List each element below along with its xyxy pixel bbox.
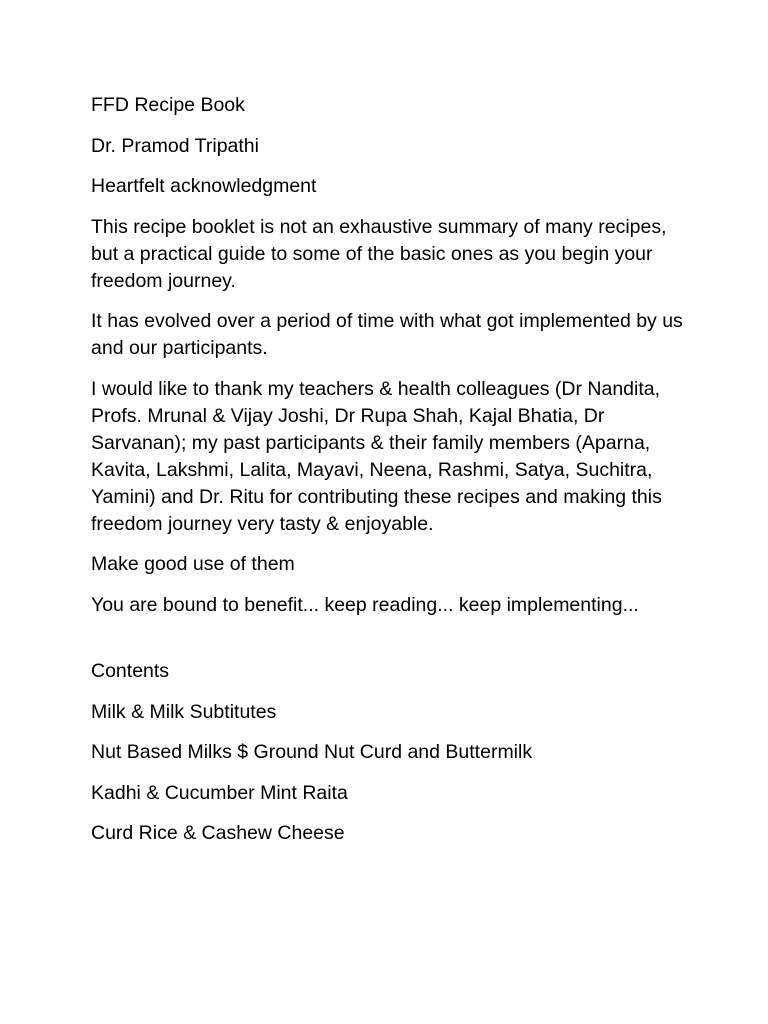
acknowledgment-paragraph-4: Make good use of them: [91, 553, 295, 575]
contents-item: Milk & Milk Subtitutes: [91, 700, 277, 723]
acknowledgment-paragraph-2: It has evolved over a period of time with what got implemented by us and our participants.: [91, 310, 683, 359]
contents-heading: Contents: [91, 660, 170, 682]
section-spacer: [91, 632, 688, 658]
contents-item: Nut Based Milks $ Ground Nut Curd and Buttermilk: [91, 741, 533, 763]
contents-item: Kadhi & Cucumber Mint Raita: [91, 781, 348, 804]
contents-item: Curd Rice & Cashew Cheese: [91, 822, 345, 844]
document-author: Dr. Pramod Tripathi: [91, 134, 259, 157]
document-title: FFD Recipe Book: [91, 94, 245, 116]
acknowledgment-paragraph-3: I would like to thank my teachers & health colleagues (Dr Nandita, Profs. Mrunal & Vijay Joshi, Dr Rupa Shah, Kajal Bhatia, Dr Sarvanan); my past participants & their family members (Aparna, Kavita, Lakshmi, Lalita, Mayavi, Neena, Rashmi, Satya, Suchitra, Yamini) and Dr. Ritu for contributing these recipes and making this freedom journey very tasty & enjoyable.: [91, 377, 662, 535]
acknowledgment-heading: Heartfelt acknowledgment: [91, 175, 317, 197]
acknowledgment-paragraph-5: You are bound to benefit... keep reading... keep implementing...: [91, 593, 639, 616]
acknowledgment-paragraph-1: This recipe booklet is not an exhaustive summary of many recipes, but a practical guide to some of the basic ones as you begin your freedom journey.: [91, 215, 667, 292]
